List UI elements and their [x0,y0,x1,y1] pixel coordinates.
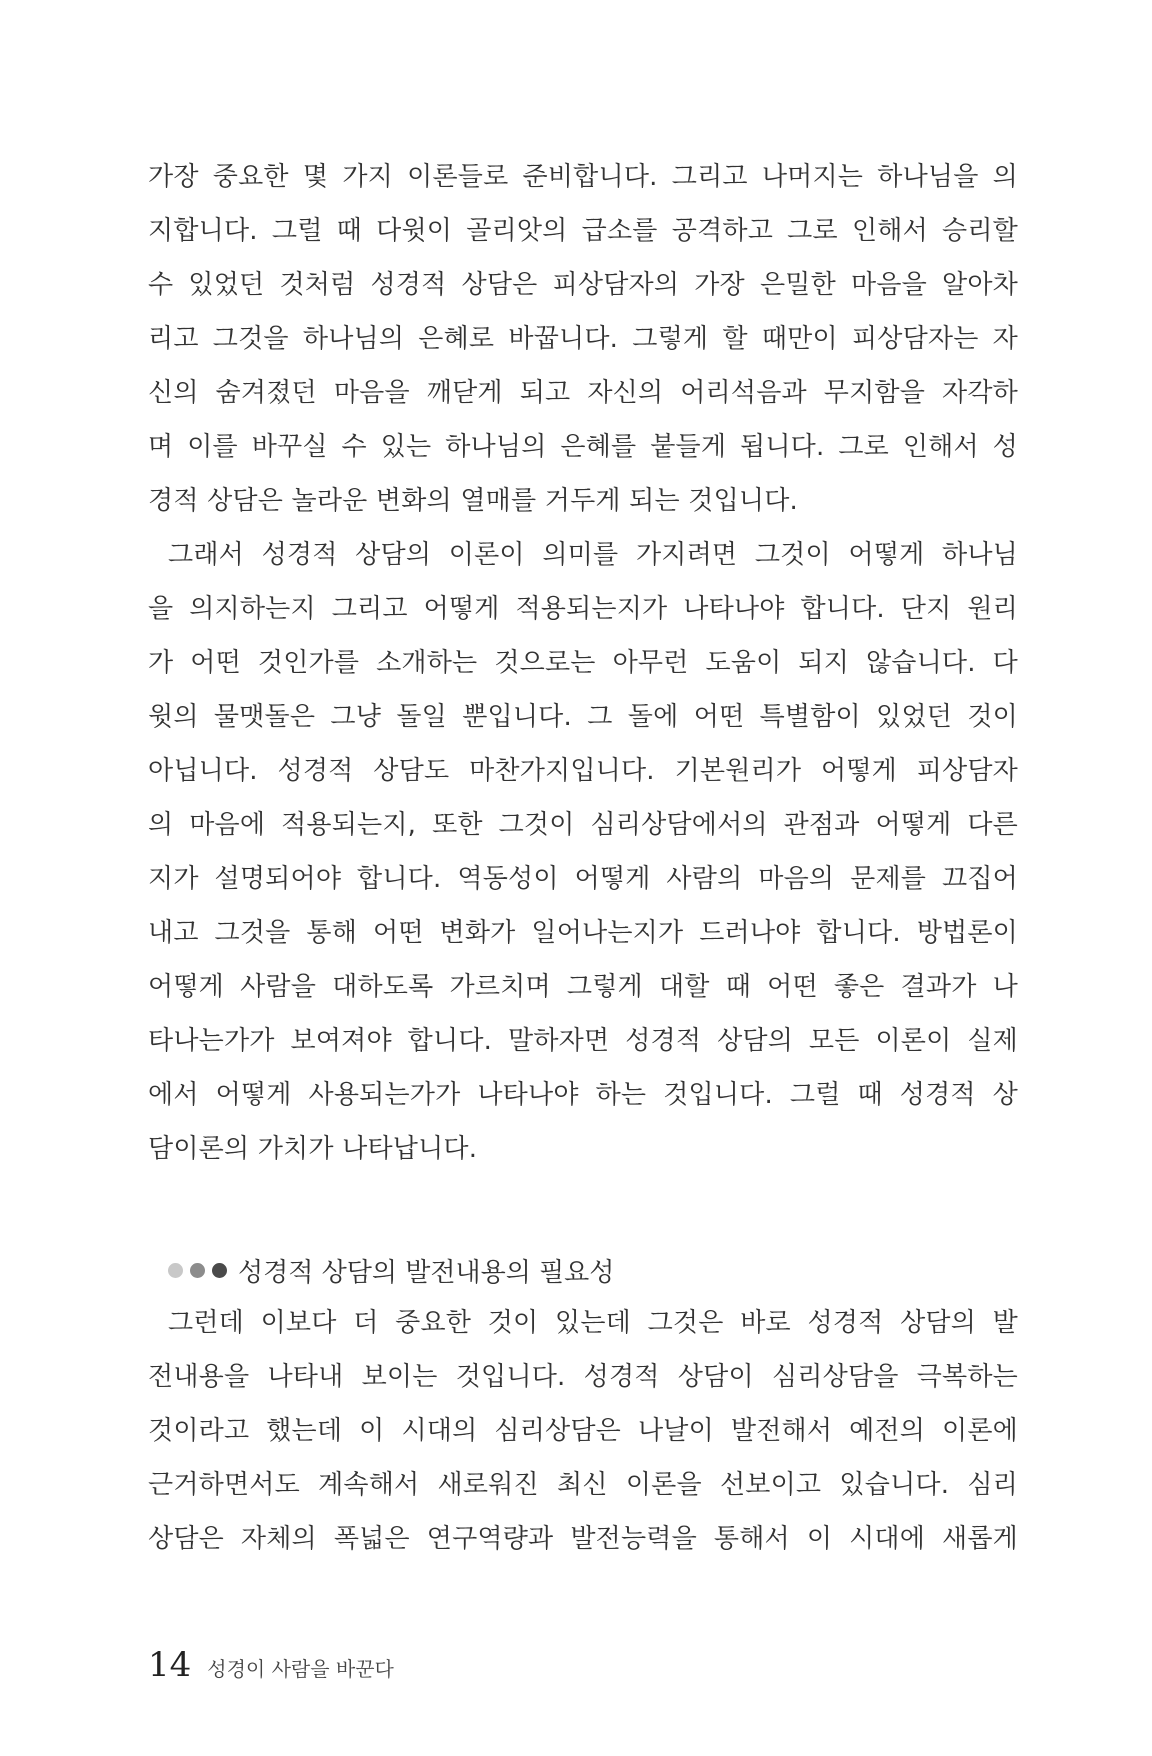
text-line: 신의 숨겨졌던 마음을 깨닫게 되고 자신의 어리석음과 무지함을 자각하 [148,378,1018,408]
page-footer [148,1645,394,1685]
text-line: 리고 그것을 하나님의 은혜로 바꿉니다. 그렇게 할 때만이 피상담자는 자 [148,324,1018,354]
text-line: 것이라고 했는데 이 시대의 심리상담은 나날이 발전해서 예전의 이론에 [148,1416,1018,1446]
text-line: 지가 설명되어야 합니다. 역동성이 어떻게 사람의 마음의 문제를 끄집어 [148,864,1018,894]
text-line: 타나는가가 보여져야 합니다. 말하자면 성경적 상담의 모든 이론이 실제 [148,1026,1018,1056]
paragraph-2 [148,528,1018,1176]
bullet-dot-icon [212,1263,227,1278]
text-line: 수 있었던 것처럼 성경적 상담은 피상담자의 가장 은밀한 마음을 알아차 [148,270,1018,300]
text-line: 며 이를 바꾸실 수 있는 하나님의 은혜를 붙들게 됩니다. 그로 인해서 성 [148,432,1018,462]
text-line: 상담은 자체의 폭넓은 연구역량과 발전능력을 통해서 이 시대에 새롭게 [148,1524,1018,1554]
text-line: 윗의 물맷돌은 그냥 돌일 뿐입니다. 그 돌에 어떤 특별함이 있었던 것이 [148,702,1018,732]
text-line: 전내용을 나타내 보이는 것입니다. 성경적 상담이 심리상담을 극복하는 [148,1362,1018,1392]
paragraph-1 [148,150,1018,528]
text-line: 지합니다. 그럴 때 다윗이 골리앗의 급소를 공격하고 그로 인해서 승리할 [148,216,1018,246]
text-line: 의 마음에 적용되는지, 또한 그것이 심리상담에서의 관점과 어떻게 다른 [148,810,1018,840]
section-heading [168,1250,614,1290]
text-line: 을 의지하는지 그리고 어떻게 적용되는지가 나타나야 합니다. 단지 원리 [148,594,1018,624]
text-line: 근거하면서도 계속해서 새로워진 최신 이론을 선보이고 있습니다. 심리 [148,1470,1018,1500]
text-line: 내고 그것을 통해 어떤 변화가 일어나는지가 드러나야 합니다. 방법론이 [148,918,1018,948]
text-line: 담이론의 가치가 나타납니다. [148,1134,478,1164]
bullet-dot-icon [168,1263,183,1278]
text-line: 어떻게 사람을 대하도록 가르치며 그렇게 대할 때 어떤 좋은 결과가 나 [148,972,1018,1002]
text-line: 그래서 성경적 상담의 이론이 의미를 가지려면 그것이 어떻게 하나님 [168,540,1018,570]
text-line: 아닙니다. 성경적 상담도 마찬가지입니다. 기본원리가 어떻게 피상담자 [148,756,1018,786]
page-number: 14 [148,1645,192,1685]
text-line: 에서 어떻게 사용되는가가 나타나야 하는 것입니다. 그럴 때 성경적 상 [148,1080,1018,1110]
text-line: 가장 중요한 몇 가지 이론들로 준비합니다. 그리고 나머지는 하나님을 의 [148,162,1018,192]
text-line: 가 어떤 것인가를 소개하는 것으로는 아무런 도움이 되지 않습니다. 다 [148,648,1018,678]
paragraph-3 [148,1296,1018,1566]
running-book-title: 성경이 사람을 바꾼다 [207,1657,394,1681]
text-line: 그런데 이보다 더 중요한 것이 있는데 그것은 바로 성경적 상담의 발 [168,1308,1018,1338]
bullet-dot-icon [190,1263,205,1278]
text-line: 경적 상담은 놀라운 변화의 열매를 거두게 되는 것입니다. [148,486,798,516]
section-heading-text: 성경적 상담의 발전내용의 필요성 [238,1257,615,1288]
